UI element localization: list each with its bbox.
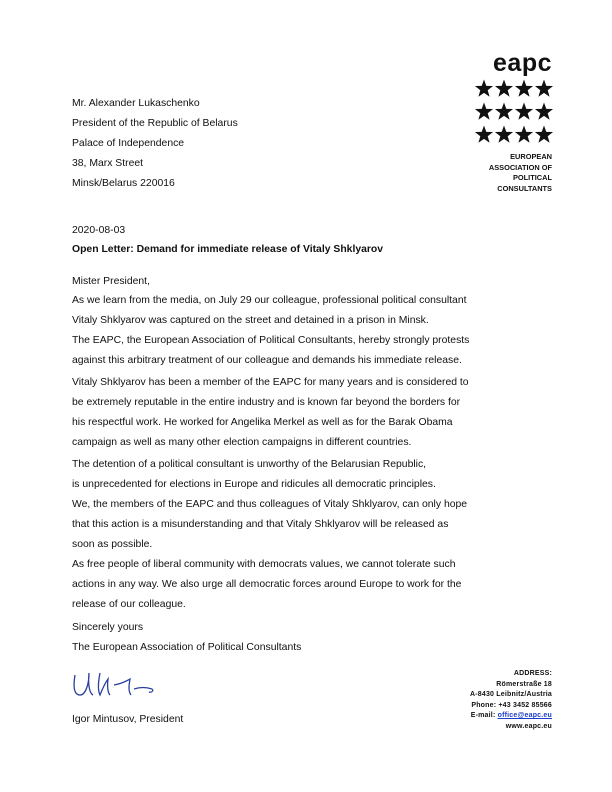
- body-line: against this arbitrary treatment of our colleague and demands his immediate release.: [72, 355, 462, 366]
- logo-star-icon: [495, 80, 513, 97]
- paragraph-3: [72, 455, 467, 555]
- body-line: his respectful work. He worked for Angelika Merkel as well as for the Barak Obama: [72, 417, 453, 428]
- logo-star-icon: [515, 80, 533, 97]
- paragraph-2: [72, 373, 469, 453]
- logo-org-line: CONSULTANTS: [497, 183, 552, 193]
- body-line: Vitaly Shklyarov has been a member of the EAPC for many years and is considered to: [72, 377, 469, 388]
- address-city: A-8430 Leibnitz/Austria: [469, 691, 552, 699]
- logo-star-icon: [515, 126, 533, 143]
- letter-subject: Open Letter: Demand for immediate release of Vitaly Shklyarov: [72, 244, 384, 255]
- body-line: Vitaly Shklyarov was captured on the street and detained in a prison in Minsk.: [72, 315, 429, 326]
- address-heading: ADDRESS:: [513, 670, 552, 677]
- logo-org-line: POLITICAL: [512, 173, 552, 182]
- closing-line: The European Association of Political Consultants: [72, 642, 302, 653]
- body-line: release of our colleague.: [72, 599, 186, 610]
- logo-stars-icon: [474, 78, 554, 146]
- logo-org-line: ASSOCIATION OF: [488, 162, 552, 172]
- logo-org-line: EUROPEAN: [510, 152, 552, 161]
- logo-star-icon: [495, 103, 513, 120]
- salutation: Mister President,: [72, 276, 150, 287]
- logo-wordmark: eapc: [493, 49, 552, 77]
- body-line: The detention of a political consultant is unworthy of the Belarusian Republic,: [72, 459, 427, 470]
- sender-address: [470, 669, 552, 733]
- recipient-line: Palace of Independence: [72, 138, 185, 149]
- body-line: be extremely reputable in the entire industry and is known far beyond the borders for: [72, 397, 461, 408]
- address-email-row: [470, 711, 552, 722]
- body-line: As we learn from the media, on July 29 our colleague, professional political consultant: [72, 295, 467, 306]
- logo-star-icon: [475, 126, 493, 143]
- body-line: campaign as well as many other election campaigns in different countries.: [72, 437, 412, 448]
- email-link[interactable]: office@eapc.eu: [497, 712, 552, 720]
- recipient-line: 38, Marx Street: [72, 158, 144, 169]
- body-line: actions in any way. We also urge all democratic forces around Europe to work for the: [72, 579, 462, 590]
- closing: [72, 618, 301, 658]
- logo-star-icon: [475, 103, 493, 120]
- logo-star-icon: [535, 80, 553, 97]
- paragraph-4: [72, 555, 461, 615]
- address-phone: Phone: +43 3452 85566: [471, 701, 552, 709]
- recipient-line: Mr. Alexander Lukaschenko: [72, 98, 200, 109]
- logo-star-icon: [515, 103, 533, 120]
- recipient-line: Minsk/Belarus 220016: [72, 178, 175, 189]
- logo-star-icon: [535, 103, 553, 120]
- signer-name: Igor Mintusov, President: [72, 714, 184, 725]
- paragraph-1: [72, 291, 469, 371]
- handwritten-signature: [72, 665, 162, 705]
- body-line: soon as possible.: [72, 539, 153, 550]
- recipient-line: President of the Republic of Belarus: [72, 118, 238, 129]
- body-line: We, the members of the EAPC and thus colleagues of Vitaly Shklyarov, can only hope: [72, 499, 468, 510]
- address-street: Römerstraße 18: [496, 680, 552, 688]
- body-line: is unprecedented for elections in Europe and ridicules all democratic principles.: [72, 479, 436, 490]
- closing-line: Sincerely yours: [72, 622, 144, 633]
- logo-star-icon: [475, 80, 493, 97]
- body-line: As free people of liberal community with democrats values, we cannot tolerate such: [72, 559, 456, 570]
- website-link[interactable]: www.eapc.eu: [505, 722, 552, 730]
- eapc-logo: [474, 50, 554, 194]
- logo-star-icon: [535, 126, 553, 143]
- recipient-address: [72, 94, 238, 194]
- email-label: E-mail:: [470, 712, 498, 720]
- body-line: The EAPC, the European Association of Political Consultants, hereby strongly protests: [72, 335, 470, 346]
- body-line: that this action is a misunderstanding and that Vitaly Shklyarov will be released as: [72, 519, 449, 530]
- logo-org-name: [474, 152, 552, 194]
- logo-star-icon: [495, 126, 513, 143]
- letter-date: 2020-08-03: [72, 225, 126, 236]
